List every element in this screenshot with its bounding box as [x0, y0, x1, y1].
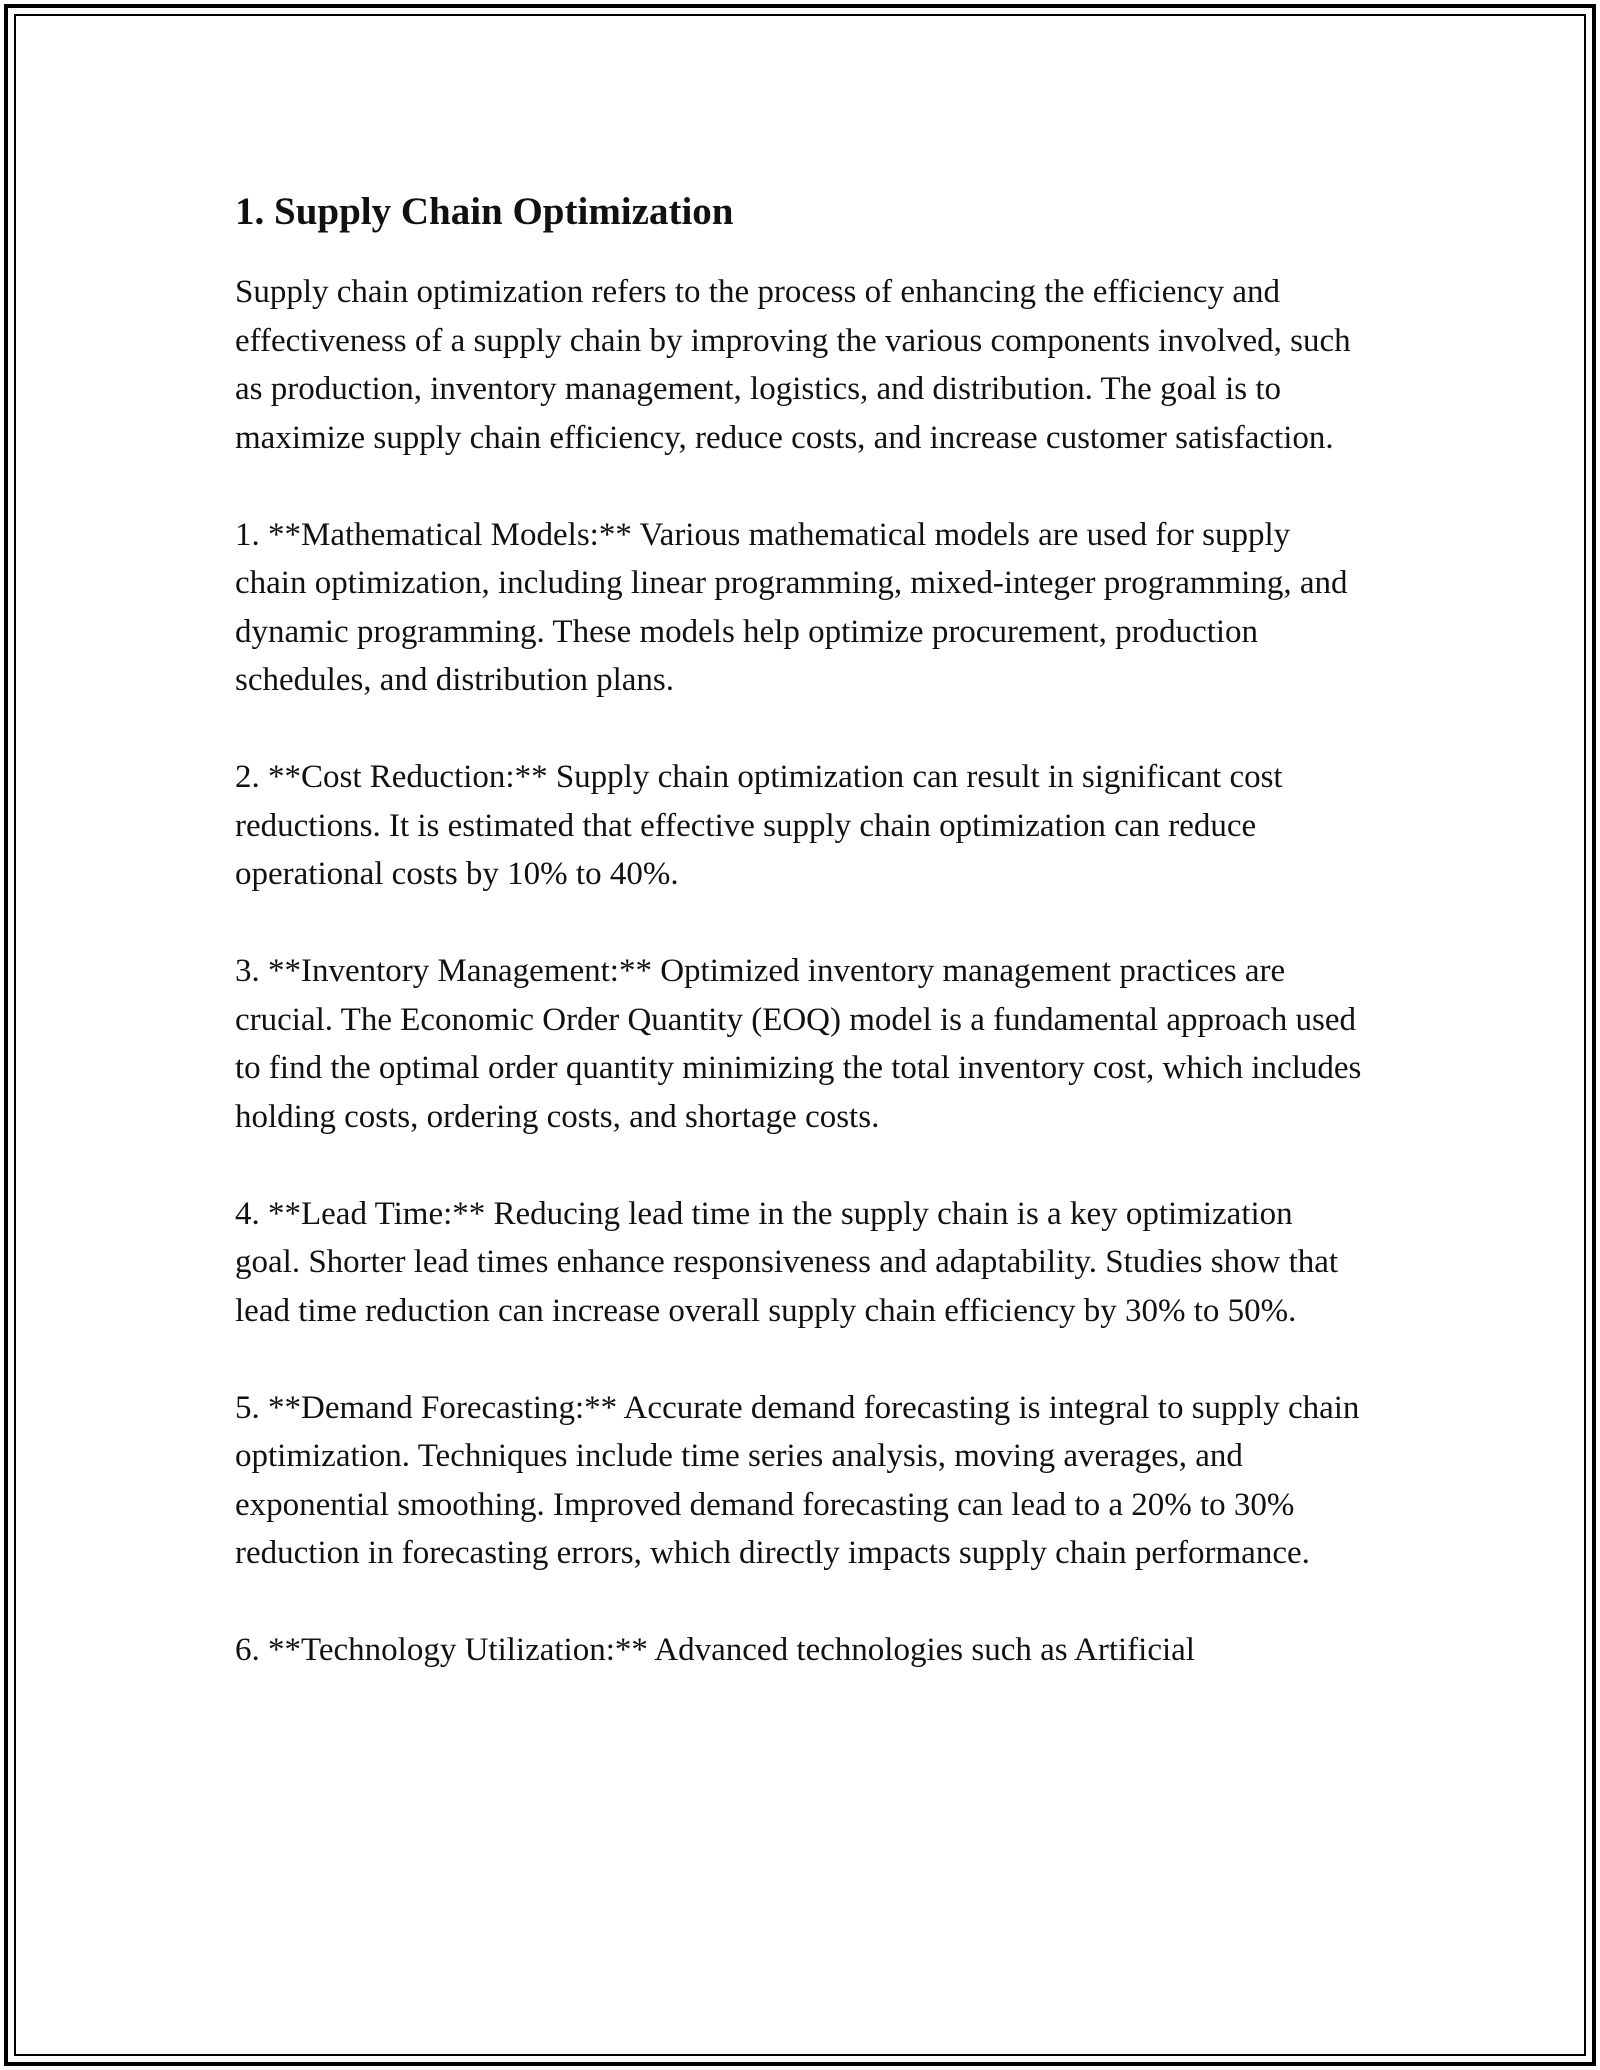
- document-body: [235, 184, 1365, 1723]
- point-demand-forecasting: 5. **Demand Forecasting:** Accurate demand forecasting is integral to supply chain optimization. Techniques include time series analysis, moving averages, and exponential smoothing. Improved demand forecasting can lead to a 20% to 30% reduction in forecasting errors, which directly impacts supply chain performance.: [235, 1389, 1360, 1571]
- point-inventory-management: 3. **Inventory Management:** Optimized inventory management practices are crucial. The Economic Order Quantity (EOQ) model is a fundamental approach used to find the optimal order quantity minimizing the total inventory cost, which includes holding costs, ordering costs, and shortage costs.: [235, 953, 1362, 1135]
- point-mathematical-models: 1. **Mathematical Models:** Various mathematical models are used for supply chain optimization, including linear programming, mixed-integer programming, and dynamic programming. These models help optimize procurement, production schedules, and distribution plans.: [235, 516, 1348, 698]
- intro-paragraph: Supply chain optimization refers to the process of enhancing the efficiency and effectiveness of a supply chain by improving the various components involved, such as production, inventory management, logistics, and distribution. The goal is to maximize supply chain efficiency, reduce costs, and increase customer satisfaction.: [235, 274, 1351, 456]
- section-title: 1. Supply Chain Optimization: [235, 190, 734, 233]
- point-cost-reduction: 2. **Cost Reduction:** Supply chain optimization can result in significant cost reductions. It is estimated that effective supply chain optimization can reduce operational costs by 10% to 40%.: [235, 759, 1283, 892]
- point-technology-utilization: 6. **Technology Utilization:** Advanced technologies such as Artificial: [235, 1632, 1195, 1668]
- point-lead-time: 4. **Lead Time:** Reducing lead time in the supply chain is a key optimization goal. Shorter lead times enhance responsiveness and adaptability. Studies show that lead time reduction can increase overall supply chain efficiency by 30% to 50%.: [235, 1195, 1339, 1329]
